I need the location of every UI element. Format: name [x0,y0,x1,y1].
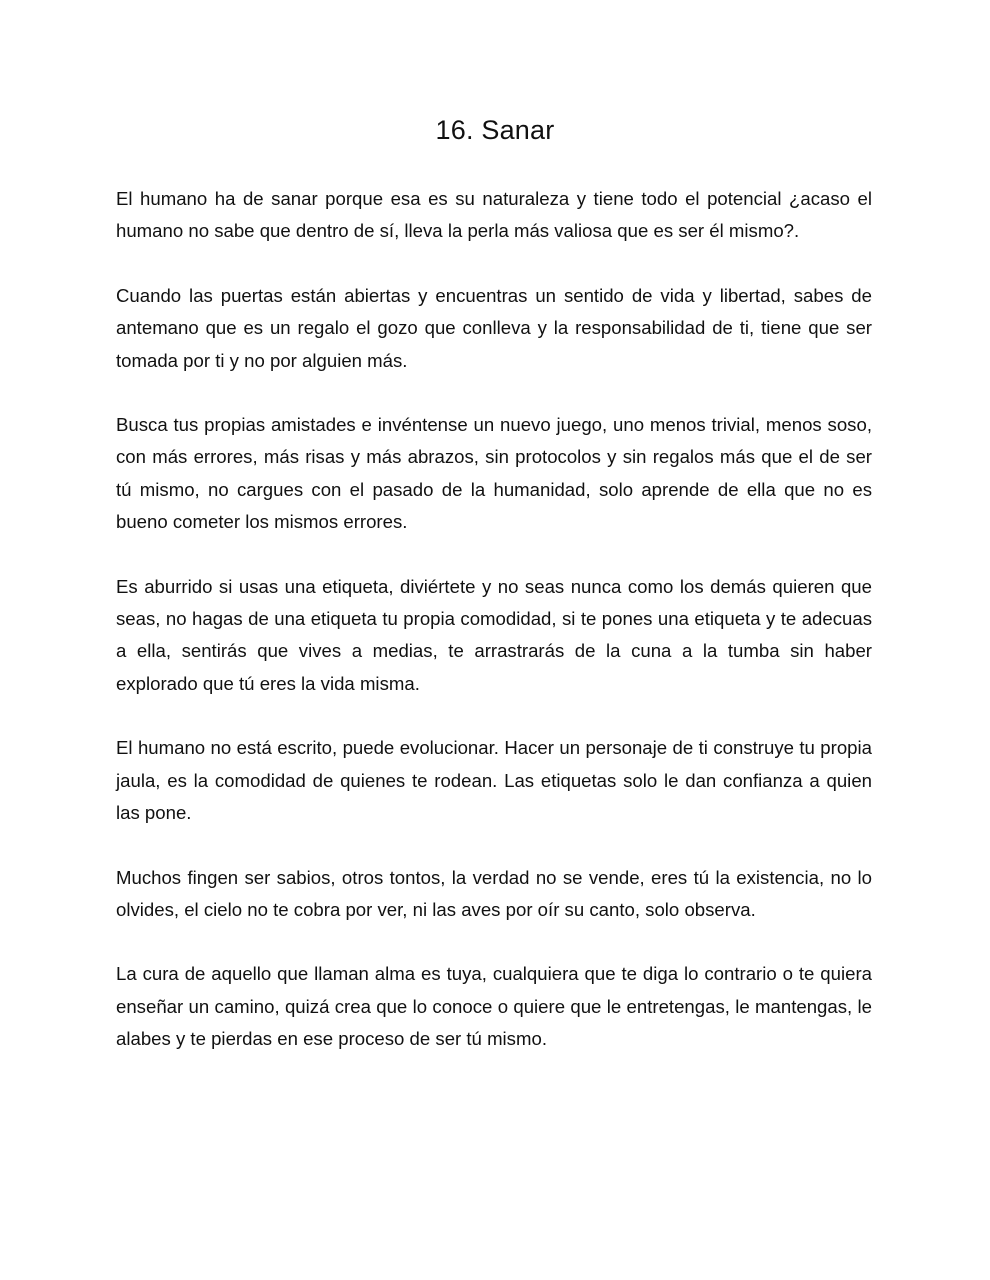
paragraph-2: Cuando las puertas están abiertas y encuentras un sentido de vida y libertad, sabes de antemano que es un regalo el gozo que conlleva y la responsabilidad de ti, tiene que ser tomada por ti y no por alguien más. [116,284,872,371]
paragraph-1: El humano ha de sanar porque esa es su naturaleza y tiene todo el potencial ¿acaso el humano no sabe que dentro de sí, lleva la perla más valiosa que es ser él mismo?. [116,188,872,242]
paragraph-5: El humano no está escrito, puede evolucionar. Hacer un personaje de ti construye tu propia jaula, es la comodidad de quienes te rodean. Las etiquetas solo le dan confianza a quien las pone. [116,737,872,824]
paragraph-3: Busca tus propias amistades e invéntense un nuevo juego, uno menos trivial, menos soso, con más errores, más risas y más abrazos, sin protocolos y sin regalos más que el de ser tú mismo, no cargues con el pasado de la humanidad, solo aprende de ella que no es bueno cometer los mismos errores. [116,414,872,533]
chapter-title: 16. Sanar [435,115,555,145]
chapter-body [116,183,872,1088]
paragraph-6: Muchos fingen ser sabios, otros tontos, la verdad no se vende, eres tú la existencia, no lo olvides, el cielo no te cobra por ver, ni las aves por oír su canto, solo observa. [116,866,872,920]
paragraph-7: La cura de aquello que llaman alma es tuya, cualquiera que te diga lo contrario o te quiera enseñar un camino, quizá crea que lo conoce o quiere que le entretengas, le mantengas, le alabes y te pierdas en ese proceso de ser tú mismo. [116,963,872,1050]
paragraph-4: Es aburrido si usas una etiqueta, diviértete y no seas nunca como los demás quieren que seas, no hagas de una etiqueta tu propia comodidad, si te pones una etiqueta y te adecuas a ella, sentirás que vives a medias, te arrastrarás de la cuna a la tumba sin haber explorado que tú eres la vida misma. [116,575,872,694]
